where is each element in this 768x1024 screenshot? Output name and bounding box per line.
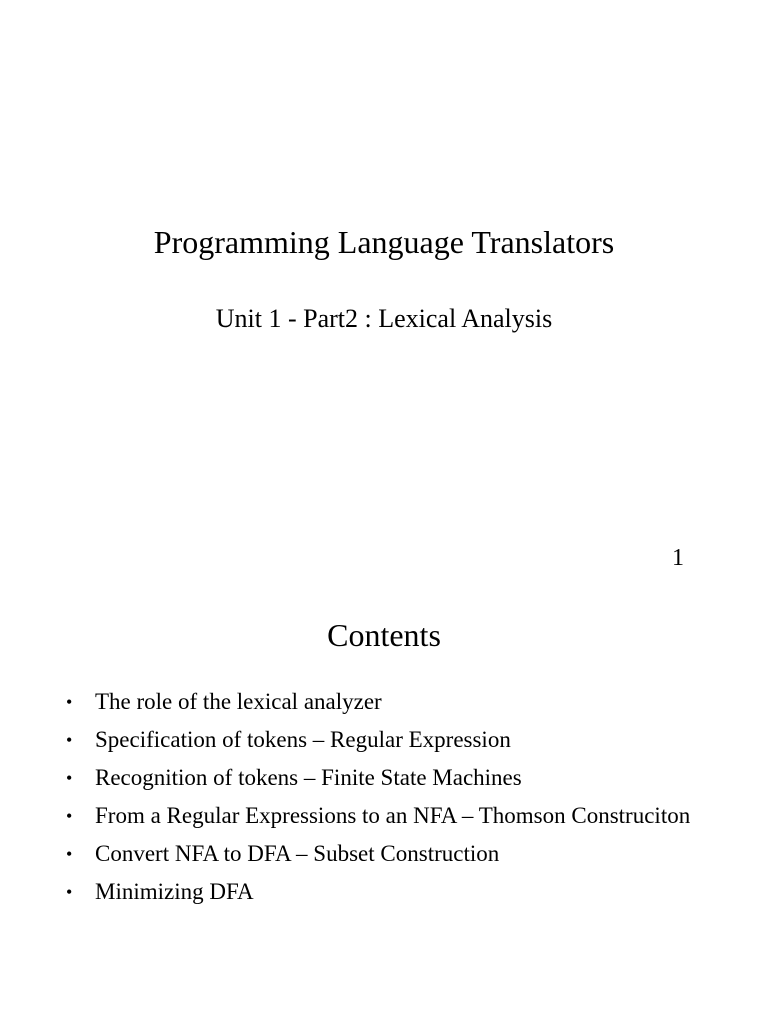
bullet-icon: • [66, 692, 73, 712]
slide-title: Programming Language Translators [153, 224, 615, 260]
list-item-text: From a Regular Expressions to an NFA – Thomson Construciton [95, 803, 691, 828]
bullet-icon: • [66, 768, 73, 788]
contents-title: Contents [327, 617, 441, 653]
list-item [66, 801, 706, 831]
list-item [66, 839, 706, 869]
list-item [66, 877, 706, 907]
bullet-icon: • [66, 730, 73, 750]
page-number: 1 [672, 545, 684, 571]
list-item [66, 763, 706, 793]
list-item-text: The role of the lexical analyzer [95, 689, 382, 714]
list-item-text: Convert NFA to DFA – Subset Construction [95, 841, 500, 866]
contents-slide [0, 590, 768, 1024]
bullet-icon: • [66, 882, 73, 902]
contents-list [66, 687, 706, 915]
list-item-text: Specification of tokens – Regular Expression [95, 727, 511, 752]
list-item-text: Recognition of tokens – Finite State Machines [95, 765, 522, 790]
list-item-text: Minimizing DFA [95, 879, 254, 904]
slide-subtitle: Unit 1 - Part2 : Lexical Analysis [215, 304, 553, 333]
bullet-icon: • [66, 806, 73, 826]
list-item [66, 725, 706, 755]
list-item [66, 687, 706, 717]
bullet-icon: • [66, 844, 73, 864]
